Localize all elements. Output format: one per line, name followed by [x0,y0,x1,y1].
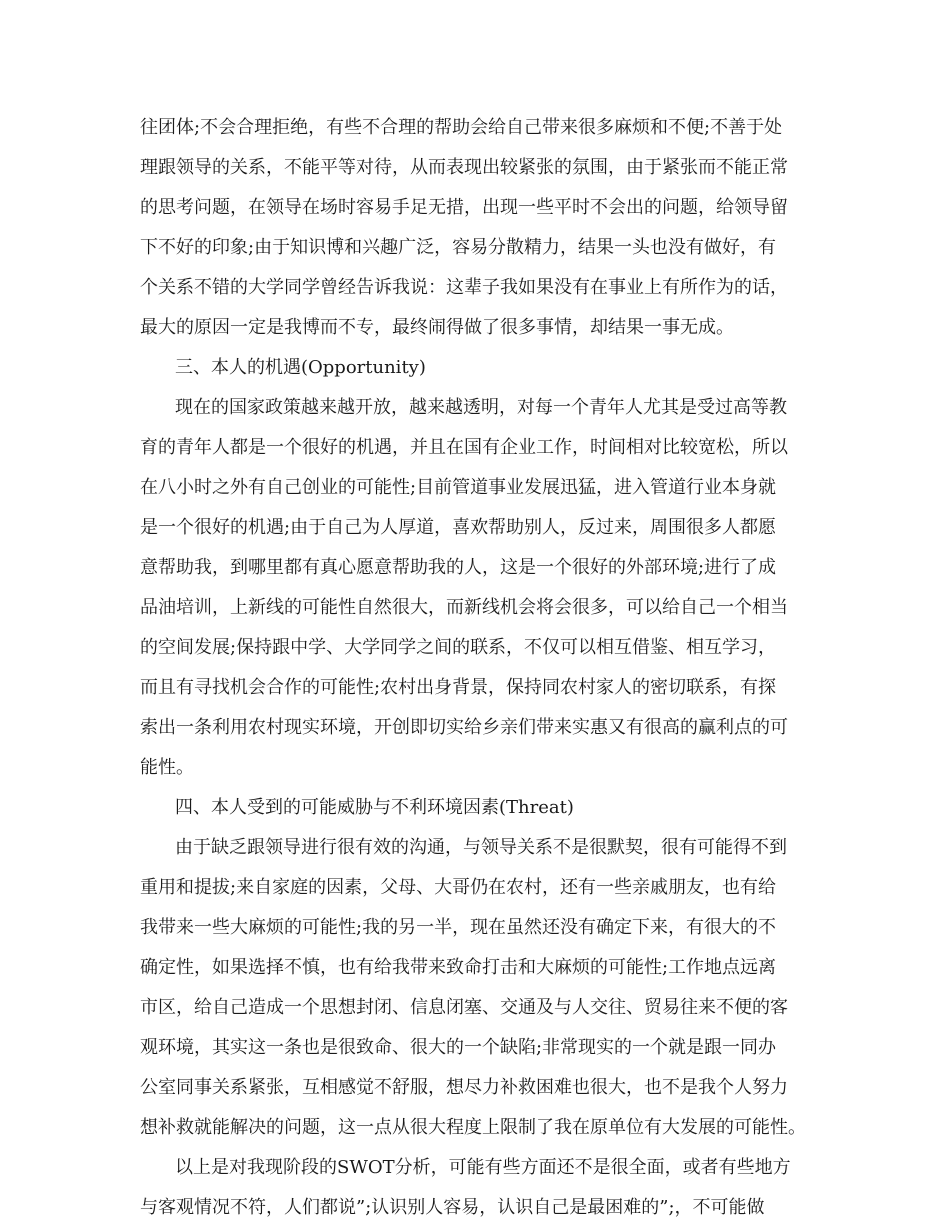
text-line: 是一个很好的机遇;由于自己为人厚道，喜欢帮助别人，反过来，周围很多人都愿 [140,517,777,538]
text-line: 市区，给自己造成一个思想封闭、信息闭塞、交通及与人交往、贸易往来不便的客 [140,997,788,1018]
text-line: 确定性，如果选择不慎，也有给我带来致命打击和大麻烦的可能性;工作地点远离 [140,957,777,978]
section-heading-opportunity: 三、本人的机遇(Opportunity) [175,357,426,378]
text-line: 的思考问题，在领导在场时容易手足无措，出现一些平时不会出的问题，给领导留 [140,197,788,218]
paragraph-start: 由于缺乏跟领导进行很有效的沟通，与领导关系不是很默契，很有可能得不到 [175,837,787,858]
text-line: 往团体;不会合理拒绝，有些不合理的帮助会给自己带来很多麻烦和不便;不善于处 [140,117,783,138]
text-line: 与客观情况不符，人们都说”;认识别人容易，认识自己是最困难的”;，不可能做 [140,1197,765,1218]
text-line: 观环境，其实这一条也是很致命、很大的一个缺陷;非常现实的一个就是跟一同办 [140,1037,777,1058]
text-line: 的空间发展;保持跟中学、大学同学之间的联系，不仅可以相互借鉴、相互学习， [140,637,777,658]
text-line: 能性。 [140,757,194,778]
text-line: 育的青年人都是一个很好的机遇，并且在国有企业工作，时间相对比较宽松，所以 [140,437,788,458]
text-line: 我带来一些大麻烦的可能性;我的另一半，现在虽然还没有确定下来，有很大的不 [140,917,777,938]
text-line: 而且有寻找机会合作的可能性;农村出身背景，保持同农村家人的密切联系，有探 [140,677,777,698]
text-line: 索出一条利用农村现实环境，开创即切实给乡亲们带来实惠又有很高的赢利点的可 [140,717,788,738]
text-line: 最大的原因一定是我博而不专，最终闹得做了很多事情，却结果一事无成。 [140,317,734,338]
text-line: 意帮助我，到哪里都有真心愿意帮助我的人，这是一个很好的外部环境;进行了成 [140,557,777,578]
text-line: 理跟领导的关系，不能平等对待，从而表现出较紧张的氛围，由于紧张而不能正常 [140,157,788,178]
text-line: 想补救就能解决的问题，这一点从很大程度上限制了我在原单位有大发展的可能性。 [140,1117,806,1138]
paragraph-start: 以上是对我现阶段的SWOT分析，可能有些方面还不是很全面，或者有些地方 [175,1157,791,1178]
text-line: 下不好的印象;由于知识博和兴趣广泛，容易分散精力，结果一头也没有做好，有 [140,237,777,258]
text-line: 重用和提拔;来自家庭的因素，父母、大哥仍在农村，还有一些亲戚朋友，也有给 [140,877,777,898]
paragraph-start: 现在的国家政策越来越开放，越来越透明，对每一个青年人尤其是受过高等教 [175,397,787,418]
text-line: 公室同事关系紧张，互相感觉不舒服，想尽力补救困难也很大，也不是我个人努力 [140,1077,788,1098]
text-line: 品油培训，上新线的可能性自然很大，而新线机会将会很多，可以给自己一个相当 [140,597,788,618]
text-line: 个关系不错的大学同学曾经告诉我说：这辈子我如果没有在事业上有所作为的话， [140,277,788,298]
section-heading-threat: 四、本人受到的可能威胁与不利环境因素(Threat) [175,797,574,818]
text-line: 在八小时之外有自己创业的可能性;目前管道事业发展迅猛，进入管道行业本身就 [140,477,777,498]
